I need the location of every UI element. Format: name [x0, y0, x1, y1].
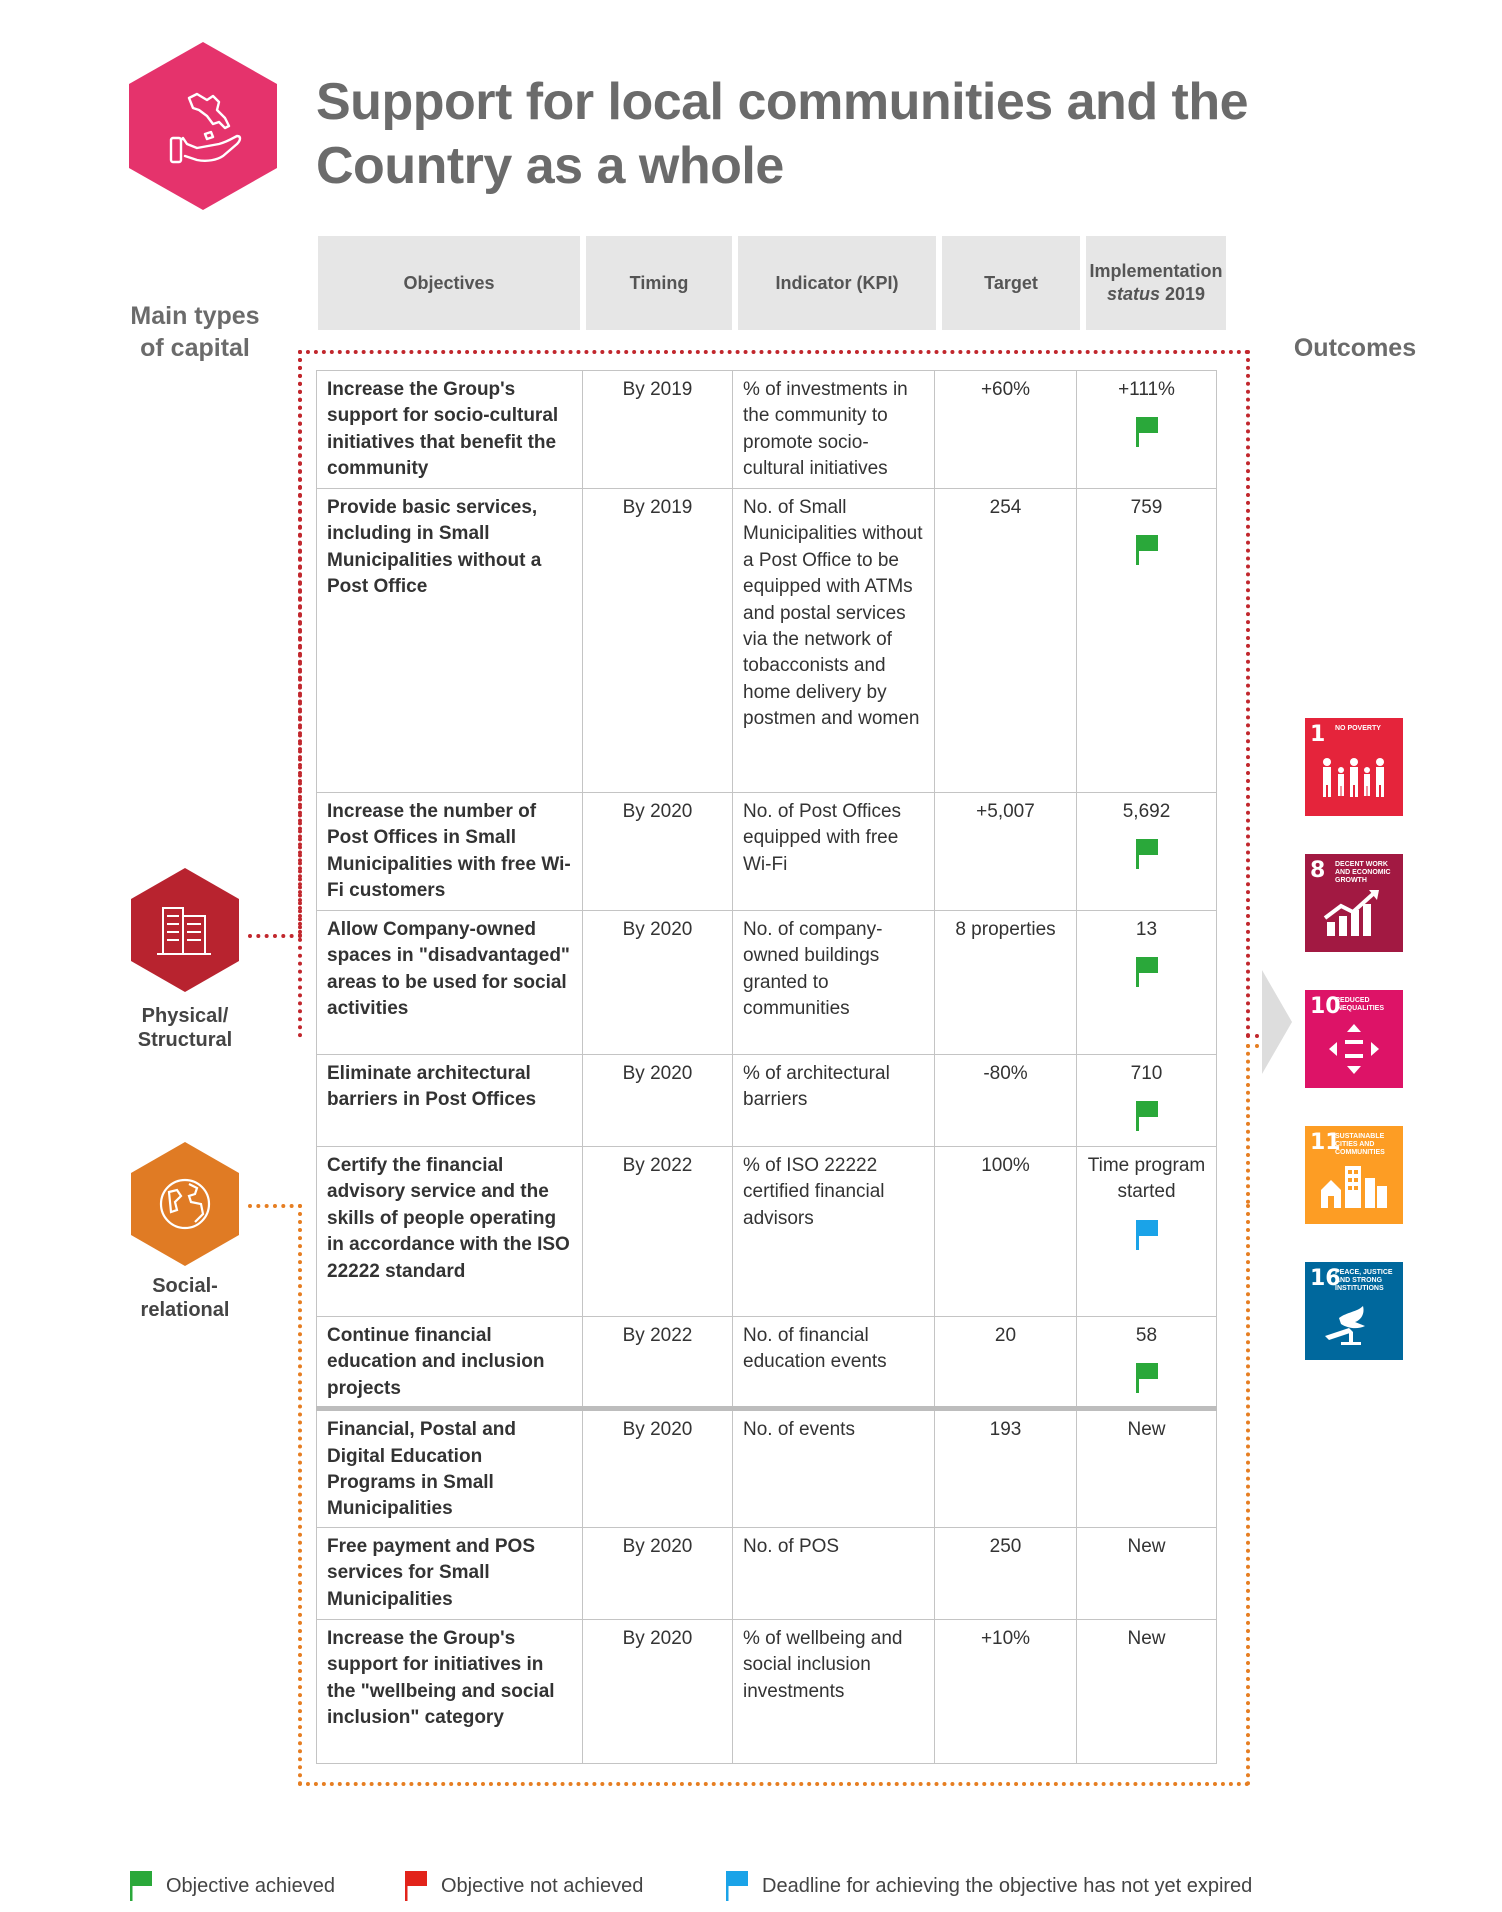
equality-arrows-icon: [1319, 1024, 1389, 1074]
cell-status: [1077, 1409, 1217, 1528]
status-text: New: [1127, 1535, 1166, 1557]
cell-target: [935, 911, 1077, 1055]
target-text: +5,007: [976, 801, 1035, 822]
green-flag-icon: [1134, 1363, 1160, 1393]
table-row: [317, 911, 1217, 1055]
cell-indicator: [733, 793, 935, 911]
target-text: +60%: [980, 379, 1031, 400]
sdg-label: DECENT WORK AND ECONOMIC GROWTH: [1335, 861, 1391, 884]
table-row: [317, 371, 1217, 489]
legend-achieved-text: Objective achieved: [166, 1874, 335, 1897]
community-hexagon-icon: [127, 40, 279, 212]
dove-icon: [1319, 1296, 1389, 1346]
physical-structural-hexagon-icon: [129, 866, 241, 994]
header-impl-line-1: Implementation: [1089, 261, 1223, 281]
cell-indicator: [733, 1409, 935, 1528]
cell-indicator: [733, 1317, 935, 1409]
blue-flag-icon: [1134, 1220, 1160, 1250]
physical-frame-left-line: [298, 350, 302, 938]
cell-target: [935, 1055, 1077, 1147]
header-target: Target: [942, 236, 1080, 330]
main-types-label: [120, 300, 270, 364]
indicator-text: % of investments in the community to promote socio-cultural initiatives: [743, 379, 908, 480]
legend-not-achieved: [405, 1870, 643, 1902]
target-text: 100%: [981, 1155, 1030, 1176]
timing-text: By 2019: [622, 497, 693, 518]
cell-indicator: [733, 1527, 935, 1619]
objective-text: Free payment and POS services for Small Municipalities: [327, 1535, 536, 1610]
social-line-1: Social-: [152, 1275, 218, 1297]
social-relational-label: [100, 1274, 270, 1322]
sdg-11-sustainable-cities: [1305, 1126, 1403, 1224]
timing-text: By 2020: [622, 1419, 693, 1441]
cell-indicator: [733, 911, 935, 1055]
objective-text: Increase the number of Post Offices in Small Municipalities with free Wi-Fi customers: [327, 801, 571, 902]
objective-text: Certify the financial advisory service and the skills of people operating in accordance with the ISO 22222 standard: [327, 1155, 570, 1282]
cell-target: [935, 1619, 1077, 1763]
cell-objective: [317, 1409, 583, 1528]
cell-status: [1077, 1619, 1217, 1763]
cell-status: [1077, 1055, 1217, 1147]
cell-status: [1077, 1147, 1217, 1317]
cell-status: [1077, 371, 1217, 489]
cell-objective: [317, 1147, 583, 1317]
physical-structural-label: [100, 1004, 270, 1052]
cell-timing: [583, 1317, 733, 1409]
title-line-2: Country as a whole: [316, 137, 784, 195]
cell-objective: [317, 1527, 583, 1619]
objective-text: Increase the Group's support for socio-cultural initiatives that benefit the community: [327, 379, 559, 480]
physical-line-1: Physical/: [141, 1005, 229, 1027]
cell-target: [935, 1409, 1077, 1528]
table-row: [317, 489, 1217, 793]
cell-objective: [317, 793, 583, 911]
sdg-number: 11: [1310, 1130, 1341, 1155]
indicator-text: No. of company-owned buildings granted to communities: [743, 919, 883, 1020]
physical-connector-line: [248, 934, 302, 938]
cell-indicator: [733, 1619, 935, 1763]
cell-timing: [583, 489, 733, 793]
cell-target: [935, 1147, 1077, 1317]
green-flag-icon: [130, 1871, 152, 1901]
header-implementation-status: [1086, 236, 1226, 330]
timing-text: By 2020: [622, 1535, 693, 1557]
table-row: [317, 1527, 1217, 1619]
cell-indicator: [733, 371, 935, 489]
cell-target: [935, 1317, 1077, 1409]
cell-objective: [317, 489, 583, 793]
cell-target: [935, 793, 1077, 911]
growth-chart-icon: [1319, 888, 1389, 938]
sdg-number: 10: [1310, 994, 1341, 1019]
green-flag-icon: [1134, 1101, 1160, 1131]
timing-text: By 2019: [622, 379, 693, 400]
objective-text: Allow Company-owned spaces in "disadvantaged" areas to be used for social activities: [327, 919, 570, 1020]
cell-timing: [583, 1619, 733, 1763]
timing-text: By 2020: [622, 1063, 693, 1084]
cell-objective: [317, 1317, 583, 1409]
table-row: [317, 1147, 1217, 1317]
cell-target: [935, 1527, 1077, 1619]
red-flag-icon: [405, 1871, 427, 1901]
green-flag-icon: [1134, 535, 1160, 565]
sdg-number: 16: [1310, 1266, 1341, 1291]
sdg-label: PEACE, JUSTICE AND STRONG INSTITUTIONS: [1335, 1269, 1393, 1292]
legend-not-achieved-text: Objective not achieved: [441, 1874, 644, 1897]
cell-status: [1077, 1527, 1217, 1619]
legend-achieved: [130, 1870, 335, 1902]
header-timing: Timing: [586, 236, 732, 330]
status-text: 58: [1135, 1325, 1158, 1346]
cell-timing: [583, 1527, 733, 1619]
page-title: [316, 70, 1316, 198]
table-row: [317, 1619, 1217, 1763]
objective-text: Financial, Postal and Digital Education Programs in Small Municipalities: [327, 1419, 516, 1520]
cell-objective: [317, 371, 583, 489]
table-row: [317, 1055, 1217, 1147]
family-icon: [1319, 752, 1389, 802]
status-text: 5,692: [1122, 801, 1171, 822]
main-types-line-1: Main types: [130, 302, 260, 330]
outcome-arrow-icon: [1262, 970, 1292, 1074]
green-flag-icon: [1134, 957, 1160, 987]
sdg-8-decent-work: [1305, 854, 1403, 952]
target-text: 254: [989, 497, 1022, 518]
sdg-number: 8: [1310, 858, 1326, 883]
outcomes-label: Outcomes: [1293, 334, 1417, 362]
sdg-label: REDUCED INEQUALITIES: [1335, 997, 1385, 1012]
cell-timing: [583, 1147, 733, 1317]
objective-text: Increase the Group's support for initiatives in the "wellbeing and social inclusion" category: [327, 1627, 555, 1729]
cell-indicator: [733, 1147, 935, 1317]
header-objectives: Objectives: [318, 236, 580, 330]
social-line-2: relational: [140, 1299, 230, 1321]
target-text: 8 properties: [955, 919, 1056, 940]
status-text: New: [1127, 1419, 1166, 1441]
main-types-line-2: of capital: [140, 334, 250, 362]
cell-timing: [583, 793, 733, 911]
cell-target: [935, 371, 1077, 489]
sdg-1-no-poverty: [1305, 718, 1403, 816]
indicator-text: % of architectural barriers: [743, 1063, 890, 1111]
legend-not-expired: [726, 1870, 1252, 1902]
objective-text: Provide basic services, including in Small Municipalities without a Post Office: [327, 497, 542, 598]
header-indicator: Indicator (KPI): [738, 236, 936, 330]
indicator-text: % of wellbeing and social inclusion investments: [743, 1627, 903, 1702]
sdg-10-reduced-inequalities: [1305, 990, 1403, 1088]
cell-status: [1077, 1317, 1217, 1409]
cell-timing: [583, 1055, 733, 1147]
target-text: 250: [989, 1535, 1022, 1557]
timing-text: By 2020: [622, 801, 693, 822]
target-text: +10%: [980, 1627, 1031, 1649]
table-row: [317, 793, 1217, 911]
header-impl-year: 2019: [1164, 284, 1206, 304]
indicator-text: No. of Post Offices equipped with free Wi-Fi: [743, 801, 902, 875]
blue-flag-icon: [726, 1871, 748, 1901]
indicator-text: No. of events: [743, 1419, 855, 1441]
status-text: Time program started: [1087, 1155, 1206, 1203]
timing-text: By 2022: [622, 1325, 693, 1346]
kpi-table: [316, 370, 1217, 1764]
cell-timing: [583, 1409, 733, 1528]
status-text: New: [1127, 1627, 1166, 1649]
green-flag-icon: [1134, 417, 1160, 447]
table-row: [317, 1317, 1217, 1409]
indicator-text: No. of financial education events: [743, 1325, 887, 1373]
cell-status: [1077, 793, 1217, 911]
target-text: -80%: [983, 1063, 1028, 1084]
title-line-1: Support for local communities and the: [316, 73, 1249, 131]
social-connector-line: [248, 1204, 302, 1208]
indicator-text: No. of POS: [743, 1535, 840, 1557]
cell-status: [1077, 911, 1217, 1055]
green-flag-icon: [1134, 839, 1160, 869]
cell-status: [1077, 489, 1217, 793]
sdg-number: 1: [1310, 722, 1326, 747]
indicator-text: No. of Small Municipalities without a Post Office to be equipped with ATMs and postal services via the network of tobacconists and home delivery by postmen and women: [743, 497, 923, 730]
target-text: 20: [994, 1325, 1017, 1346]
objective-text: Continue financial education and inclusion projects: [327, 1325, 545, 1399]
cell-objective: [317, 1055, 583, 1147]
status-text: +111%: [1118, 379, 1175, 400]
cell-indicator: [733, 489, 935, 793]
table-row: [317, 1409, 1217, 1528]
social-frame-right-line: [1246, 1044, 1250, 1204]
target-text: 193: [989, 1419, 1022, 1441]
cell-indicator: [733, 1055, 935, 1147]
legend-not-expired-text: Deadline for achieving the objective has not yet expired: [762, 1874, 1253, 1897]
timing-text: By 2020: [622, 919, 693, 940]
cell-timing: [583, 371, 733, 489]
cell-timing: [583, 911, 733, 1055]
cell-target: [935, 489, 1077, 793]
sdg-label: NO POVERTY: [1335, 725, 1381, 732]
indicator-text: % of ISO 22222 certified financial advisors: [743, 1155, 885, 1229]
objective-text: Eliminate architectural barriers in Post Offices: [327, 1063, 537, 1111]
city-icon: [1319, 1160, 1389, 1210]
physical-line-2: Structural: [137, 1029, 233, 1051]
status-text: 13: [1135, 919, 1158, 940]
timing-text: By 2020: [622, 1627, 693, 1649]
cell-objective: [317, 1619, 583, 1763]
timing-text: By 2022: [622, 1155, 693, 1176]
header-impl-status-word: status: [1106, 284, 1160, 304]
status-text: 759: [1130, 497, 1163, 518]
status-text: 710: [1130, 1063, 1163, 1084]
cell-objective: [317, 911, 583, 1055]
sdg-16-peace-justice: [1305, 1262, 1403, 1360]
social-relational-hexagon-icon: [129, 1140, 241, 1268]
sdg-label: SUSTAINABLE CITIES AND COMMUNITIES: [1335, 1133, 1385, 1156]
